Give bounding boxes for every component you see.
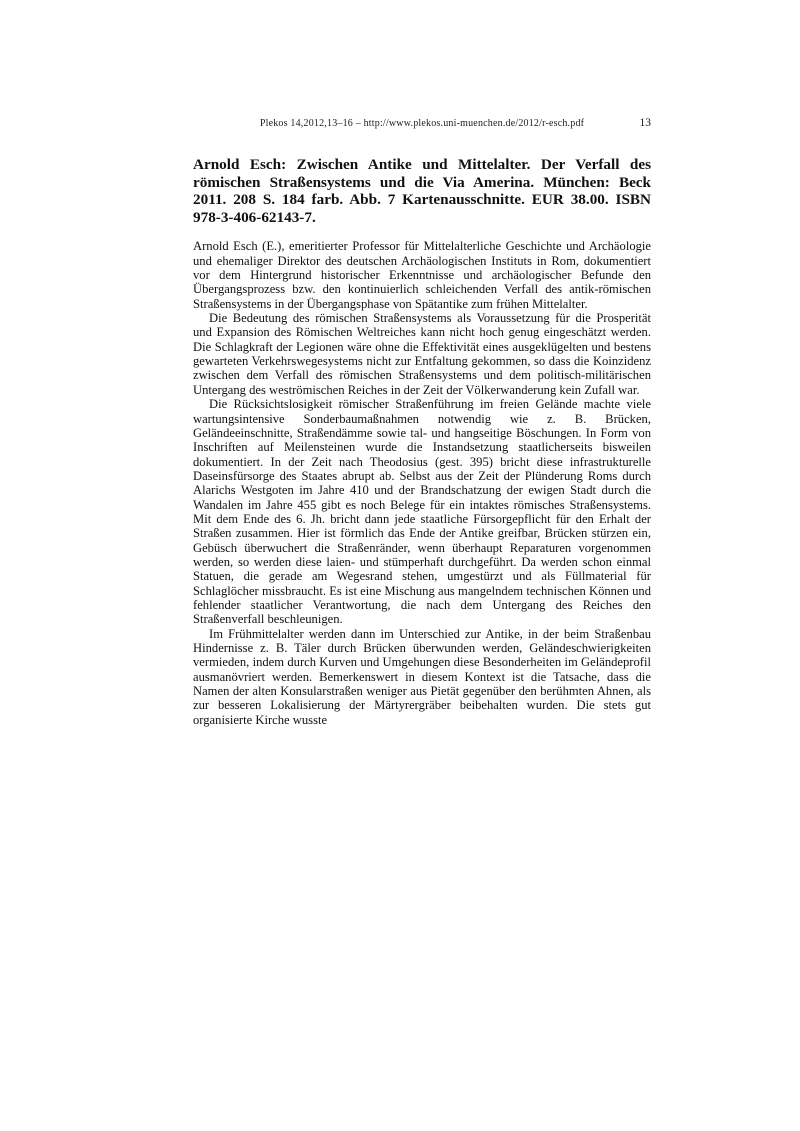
paragraph-4: Im Frühmittelalter werden dann im Unterschied zur Antike, in der beim Straßenbau Hindernisse z. B. Täler durch Brücken überwunden werden, Geländeschwierigkeiten vermieden, indem durch Kurven und Umgehungen diese Besonderheiten im Geländeprofil ausmanövriert werden. Bemerkenswert in diesem Kontext ist die Tatsache, dass die Namen der alten Konsularstraßen weniger aus Pietät gegenüber den berühmten Ahnen, als zur besseren Lokalisierung der Märtyrergräber beibehalten wurden. Die stets gut organisierte Kirche wusste	[193, 626, 651, 727]
running-header	[193, 118, 651, 132]
review-body	[193, 239, 651, 727]
paragraph-1: Arnold Esch (E.), emeritierter Professor für Mittelalterliche Geschichte und Archäologie und ehemaliger Direktor des deutschen Archäologischen Instituts in Rom, dokumentiert vor dem Hintergrund historischer Erkenntnisse und archäologischer Befunde den Übergangsprozess bzw. den kontinuierlich schleichenden Verfall des antik-römischen Straßensystems in der Übergangsphase von Spätantike zum frühen Mittelalter.	[193, 239, 651, 311]
review-title: Arnold Esch: Zwischen Antike und Mittelalter. Der Verfall des römischen Straßensystems und die Via Amerina. München: Beck 2011. 208 S. 184 farb. Abb. 7 Kartenausschnitte. EUR 38.00. ISBN 978-3-406-62143-7.	[193, 156, 651, 226]
text-block	[193, 118, 651, 727]
paragraph-3: Die Rücksichtslosigkeit römischer Straßenführung im freien Gelände machte viele wartungsintensive Sonderbaumaßnahmen notwendig wie z. B. Brücken, Geländeeinschnitte, Straßendämme sowie tal- und hangseitige Böschungen. In Form von Inschriften auf Meilensteinen wurde die Instandsetzung staatlicherseits bisweilen dokumentiert. In der Zeit nach Theodosius (gest. 395) bricht diese infrastrukturelle Daseinsfürsorge des Staates abrupt ab. Selbst aus der Zeit der Plünderung Roms durch Alarichs Westgoten im Jahre 410 und der Brandschatzung der ewigen Stadt durch die Wandalen im Jahre 455 gibt es noch Belege für ein intaktes römisches Straßensystems. Mit dem Ende des 6. Jh. bricht dann jede staatliche Fürsorgepflicht für den Erhalt der Straßen zusammen. Hier ist förmlich das Ende der Antike greifbar, Brücken stürzen ein, Gebüsch überwuchert die Straßenränder, wenn überhaupt Reparaturen vorgenommen werden, so werden diese laien- und stümperhaft durchgeführt. Da werden schon einmal Statuen, die gerade am Wegesrand stehen, umgestürzt und als Füllmaterial für Schlaglöcher missbraucht. Es ist eine Mischung aus mangelndem technischen Können und fehlender staatlicher Verantwortung, die nach dem Untergang des Reiches den Straßenverfall beschleunigen.	[193, 397, 651, 627]
paragraph-2: Die Bedeutung des römischen Straßensystems als Voraussetzung für die Prosperität und Expansion des Römischen Weltreiches kann nicht hoch genug eingeschätzt werden. Die Schlagkraft der Legionen wäre ohne die Effektivität eines ausgeklügelten und bestens gewarteten Verkehrswegesystems nicht zur Entfaltung gekommen, so dass die Koinzidenz zwischen dem Verfall des römischen Straßensystems und dem politisch-militärischen Untergang des weströmischen Reiches in der Zeit der Völkerwanderung kein Zufall war.	[193, 311, 651, 397]
page-number: 13	[639, 117, 651, 129]
header-citation: Plekos 14,2012,13–16 – http://www.plekos.uni-muenchen.de/2012/r-esch.pdf	[259, 118, 585, 129]
